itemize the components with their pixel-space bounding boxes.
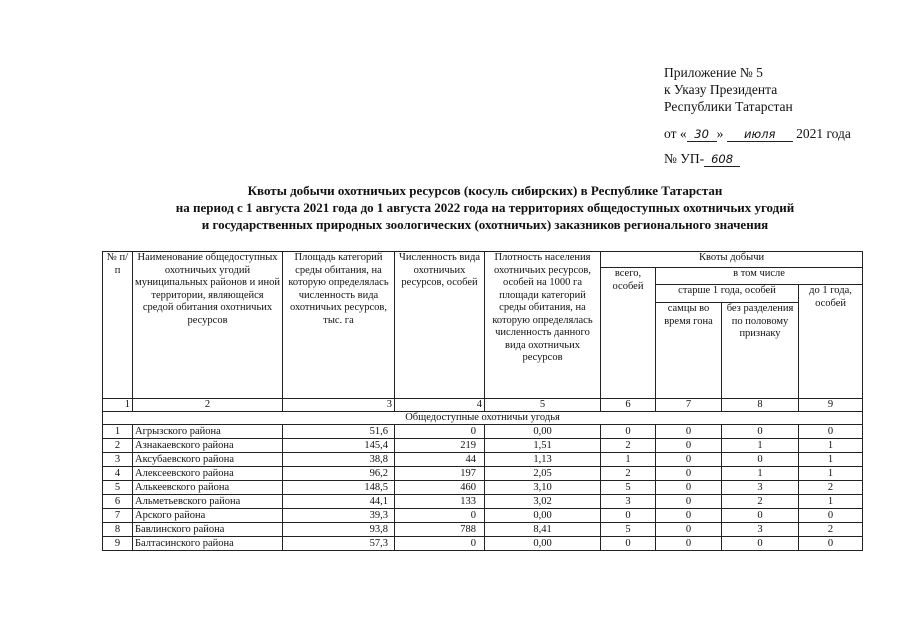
row-name: Балтасинского района — [133, 537, 283, 551]
row-males: 0 — [656, 509, 722, 523]
row-young: 0 — [799, 509, 863, 523]
title-line-2: на период с 1 августа 2021 года до 1 августа 2022 года на территориях общедоступных охотничьих угодий — [175, 200, 795, 215]
row-young: 1 — [799, 453, 863, 467]
number-prefix: № УП- — [664, 151, 705, 166]
row-num: 8 — [103, 523, 133, 537]
table-row — [103, 509, 863, 523]
row-name: Аксубаевского района — [133, 453, 283, 467]
row-nosex: 1 — [722, 467, 799, 481]
table-row — [103, 523, 863, 537]
row-males: 0 — [656, 481, 722, 495]
colnum-8: 8 — [722, 399, 799, 412]
header-total: всего, особей — [601, 268, 656, 399]
date-prefix: от « — [664, 126, 687, 141]
header-including: в том числе — [656, 268, 863, 285]
row-density: 0,00 — [485, 537, 601, 551]
header-name: Наименование общедоступных охотничьих угодий муниципальных районов и иной территории, являющейся средой обитания охотничьих ресурсов — [133, 252, 283, 399]
colnum-2: 2 — [133, 399, 283, 412]
number-value: 608 — [704, 153, 740, 167]
table-row — [103, 495, 863, 509]
colnum-9: 9 — [799, 399, 863, 412]
row-area: 39,3 — [283, 509, 395, 523]
row-area: 148,5 — [283, 481, 395, 495]
row-num: 4 — [103, 467, 133, 481]
row-density: 2,05 — [485, 467, 601, 481]
row-nosex: 2 — [722, 495, 799, 509]
row-males: 0 — [656, 453, 722, 467]
row-density: 1,51 — [485, 439, 601, 453]
column-number-row — [103, 399, 863, 412]
row-total: 0 — [601, 537, 656, 551]
row-males: 0 — [656, 467, 722, 481]
row-density: 3,10 — [485, 481, 601, 495]
row-total: 3 — [601, 495, 656, 509]
row-num: 1 — [103, 425, 133, 439]
row-young: 2 — [799, 481, 863, 495]
header-count: Численность вида охотничьих ресурсов, особей — [395, 252, 485, 399]
row-name: Агрызского района — [133, 425, 283, 439]
row-density: 8,41 — [485, 523, 601, 537]
date-month: июля — [727, 128, 793, 142]
row-count: 460 — [395, 481, 485, 495]
section-title: Общедоступные охотничьи угодья — [103, 412, 863, 425]
header-older: старше 1 года, особей — [656, 285, 799, 303]
row-area: 44,1 — [283, 495, 395, 509]
appendix-line-1: Приложение № 5 — [664, 65, 763, 80]
row-num: 7 — [103, 509, 133, 523]
row-nosex: 0 — [722, 453, 799, 467]
row-males: 0 — [656, 425, 722, 439]
table-row — [103, 481, 863, 495]
title-line-1: Квоты добычи охотничьих ресурсов (косуль сибирских) в Республике Татарстан — [247, 183, 723, 198]
table-body — [103, 399, 863, 551]
row-young: 1 — [799, 439, 863, 453]
row-area: 51,6 — [283, 425, 395, 439]
row-num: 2 — [103, 439, 133, 453]
row-num: 3 — [103, 453, 133, 467]
row-young: 1 — [799, 495, 863, 509]
header-quotas: Квоты добычи — [601, 252, 863, 268]
section-row — [103, 412, 863, 425]
row-young: 0 — [799, 537, 863, 551]
colnum-7: 7 — [656, 399, 722, 412]
row-nosex: 1 — [722, 439, 799, 453]
appendix-line-3: Республики Татарстан — [664, 99, 793, 114]
header-nosex: без разделения по половому признаку — [722, 303, 799, 399]
row-males: 0 — [656, 439, 722, 453]
row-total: 5 — [601, 523, 656, 537]
row-count: 197 — [395, 467, 485, 481]
row-count: 0 — [395, 425, 485, 439]
row-name: Алексеевского района — [133, 467, 283, 481]
row-name: Арского района — [133, 509, 283, 523]
appendix-date — [664, 125, 894, 142]
header-males: самцы во время гона — [656, 303, 722, 399]
row-total: 1 — [601, 453, 656, 467]
row-nosex: 3 — [722, 481, 799, 495]
row-males: 0 — [656, 523, 722, 537]
row-num: 6 — [103, 495, 133, 509]
row-count: 133 — [395, 495, 485, 509]
table-row — [103, 425, 863, 439]
row-area: 57,3 — [283, 537, 395, 551]
row-total: 2 — [601, 439, 656, 453]
date-mid: » — [716, 126, 724, 141]
quota-table — [102, 251, 863, 551]
row-nosex: 3 — [722, 523, 799, 537]
row-young: 2 — [799, 523, 863, 537]
appendix-block — [664, 64, 894, 167]
header-density: Плотность населения охотничьих ресурсов, особей на 1000 га площади категорий среды обитания, на которую определялась численность данного вида охотничьих ресурсов — [485, 252, 601, 399]
row-count: 219 — [395, 439, 485, 453]
row-area: 145,4 — [283, 439, 395, 453]
row-density: 1,13 — [485, 453, 601, 467]
row-young: 1 — [799, 467, 863, 481]
row-num: 5 — [103, 481, 133, 495]
header-area: Площадь категорий среды обитания, на которую определялась численность вида охотничьих ресурсов, тыс. га — [283, 252, 395, 399]
table-row — [103, 439, 863, 453]
row-count: 44 — [395, 453, 485, 467]
colnum-4: 4 — [395, 399, 485, 412]
row-num: 9 — [103, 537, 133, 551]
row-count: 788 — [395, 523, 485, 537]
colnum-1: 1 — [103, 399, 133, 412]
header-num: № п/п — [103, 252, 133, 399]
row-area: 93,8 — [283, 523, 395, 537]
row-area: 38,8 — [283, 453, 395, 467]
row-total: 0 — [601, 425, 656, 439]
appendix-number — [664, 150, 894, 167]
table-row — [103, 537, 863, 551]
row-name: Бавлинского района — [133, 523, 283, 537]
row-name: Алькеевского района — [133, 481, 283, 495]
colnum-6: 6 — [601, 399, 656, 412]
header-young: до 1 года, особей — [799, 285, 863, 399]
row-count: 0 — [395, 537, 485, 551]
row-count: 0 — [395, 509, 485, 523]
table-row — [103, 453, 863, 467]
row-total: 2 — [601, 467, 656, 481]
row-density: 0,00 — [485, 509, 601, 523]
colnum-3: 3 — [283, 399, 395, 412]
date-suffix: 2021 года — [796, 126, 851, 141]
appendix-line-2: к Указу Президента — [664, 82, 778, 97]
row-nosex: 0 — [722, 425, 799, 439]
row-name: Азнакаевского района — [133, 439, 283, 453]
title-line-3: и государственных природных зоологических (охотничьих) заказников регионального значения — [201, 217, 769, 232]
table-row — [103, 467, 863, 481]
row-density: 3,02 — [485, 495, 601, 509]
document-title — [100, 182, 870, 233]
row-nosex: 0 — [722, 537, 799, 551]
row-total: 5 — [601, 481, 656, 495]
row-young: 0 — [799, 425, 863, 439]
row-name: Альметьевского района — [133, 495, 283, 509]
colnum-5: 5 — [485, 399, 601, 412]
date-day: 30 — [687, 128, 717, 142]
row-total: 0 — [601, 509, 656, 523]
row-density: 0,00 — [485, 425, 601, 439]
row-males: 0 — [656, 537, 722, 551]
row-males: 0 — [656, 495, 722, 509]
row-area: 96,2 — [283, 467, 395, 481]
row-nosex: 0 — [722, 509, 799, 523]
